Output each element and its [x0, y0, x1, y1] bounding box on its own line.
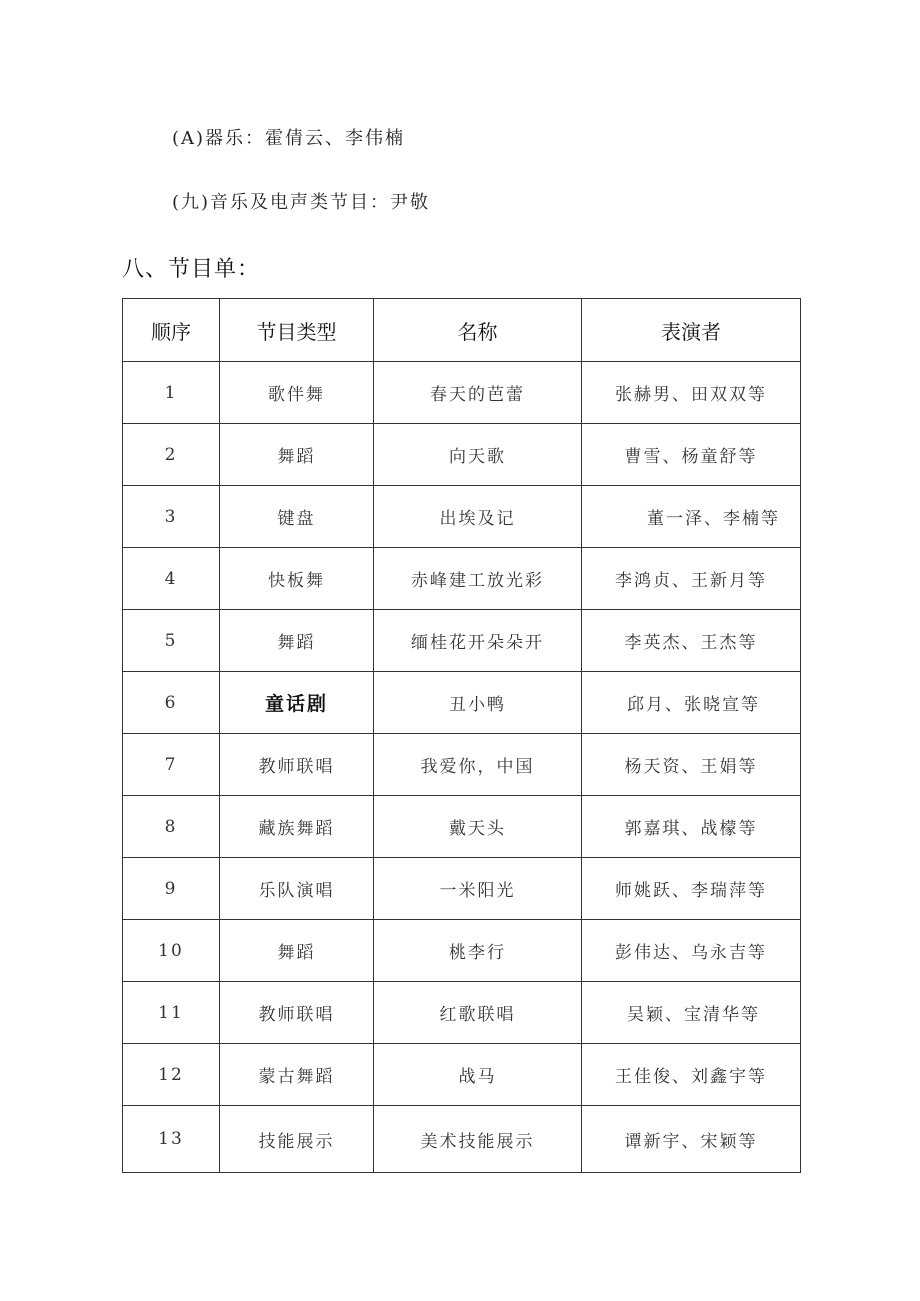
- cell-type: 歌伴舞: [220, 362, 374, 424]
- cell-order: 10: [123, 920, 220, 982]
- cell-name: 桃李行: [374, 920, 582, 982]
- table-header-row: [123, 299, 801, 362]
- cell-type: 舞蹈: [220, 920, 374, 982]
- table-row: [123, 1106, 801, 1173]
- section-title-program-list: 八、节目单：: [122, 257, 261, 282]
- cell-name: 春天的芭蕾: [374, 362, 582, 424]
- paragraph-music-electronic: (九)音乐及电声类节目：尹敬: [172, 192, 431, 213]
- cell-name: 赤峰建工放光彩: [374, 548, 582, 610]
- cell-type: 教师联唱: [220, 982, 374, 1044]
- cell-order: 6: [123, 672, 220, 734]
- table-row: [123, 548, 801, 610]
- cell-name: 丑小鸭: [374, 672, 582, 734]
- cell-type: 乐队演唱: [220, 858, 374, 920]
- cell-performers: 王佳俊、刘鑫宇等: [582, 1044, 801, 1106]
- cell-performers: 李鸿贞、王新月等: [582, 548, 801, 610]
- cell-order: 11: [123, 982, 220, 1044]
- cell-order: 7: [123, 734, 220, 796]
- header-program-type: 节目类型: [220, 299, 374, 362]
- cell-name: 美术技能展示: [374, 1106, 582, 1173]
- cell-order: 13: [123, 1106, 220, 1173]
- cell-performers: 师姚跃、李瑞萍等: [582, 858, 801, 920]
- table-row: [123, 920, 801, 982]
- cell-type: 蒙古舞蹈: [220, 1044, 374, 1106]
- cell-order: 12: [123, 1044, 220, 1106]
- table-row: [123, 1044, 801, 1106]
- table-row: [123, 424, 801, 486]
- cell-type: 快板舞: [220, 548, 374, 610]
- cell-type: 技能展示: [220, 1106, 374, 1173]
- table-row: [123, 672, 801, 734]
- cell-name: 我爱你，中国: [374, 734, 582, 796]
- cell-name: 战马: [374, 1044, 582, 1106]
- cell-performers: 彭伟达、乌永吉等: [582, 920, 801, 982]
- table-row: [123, 858, 801, 920]
- cell-performers: 曹雪、杨童舒等: [582, 424, 801, 486]
- cell-type: 童话剧: [220, 672, 374, 734]
- cell-type: 舞蹈: [220, 610, 374, 672]
- cell-name: 出埃及记: [374, 486, 582, 548]
- table-row: [123, 734, 801, 796]
- cell-performers: 郭嘉琪、战檬等: [582, 796, 801, 858]
- cell-order: 3: [123, 486, 220, 548]
- paragraph-instrumental: (A)器乐：霍倩云、李伟楠: [172, 128, 406, 149]
- cell-performers: 张赫男、田双双等: [582, 362, 801, 424]
- cell-name: 戴天头: [374, 796, 582, 858]
- cell-type: 藏族舞蹈: [220, 796, 374, 858]
- cell-performers: 董一泽、李楠等: [582, 486, 801, 548]
- cell-performers: 邱月、张晓宣等: [582, 672, 801, 734]
- cell-name: 向天歌: [374, 424, 582, 486]
- cell-order: 4: [123, 548, 220, 610]
- table-row: [123, 486, 801, 548]
- program-table: [122, 298, 801, 1173]
- cell-type: 舞蹈: [220, 424, 374, 486]
- cell-order: 8: [123, 796, 220, 858]
- table-row: [123, 610, 801, 672]
- cell-name: 缅桂花开朵朵开: [374, 610, 582, 672]
- header-performers: 表演者: [582, 299, 801, 362]
- cell-order: 1: [123, 362, 220, 424]
- header-order: 顺序: [123, 299, 220, 362]
- cell-type: 教师联唱: [220, 734, 374, 796]
- header-name: 名称: [374, 299, 582, 362]
- cell-performers: 吴颖、宝清华等: [582, 982, 801, 1044]
- cell-performers: 李英杰、王杰等: [582, 610, 801, 672]
- cell-performers: 杨天资、王娟等: [582, 734, 801, 796]
- cell-order: 9: [123, 858, 220, 920]
- cell-order: 5: [123, 610, 220, 672]
- cell-type: 键盘: [220, 486, 374, 548]
- cell-name: 红歌联唱: [374, 982, 582, 1044]
- cell-name: 一米阳光: [374, 858, 582, 920]
- cell-order: 2: [123, 424, 220, 486]
- cell-performers: 谭新宇、宋颖等: [582, 1106, 801, 1173]
- table-row: [123, 982, 801, 1044]
- table-row: [123, 362, 801, 424]
- table-row: [123, 796, 801, 858]
